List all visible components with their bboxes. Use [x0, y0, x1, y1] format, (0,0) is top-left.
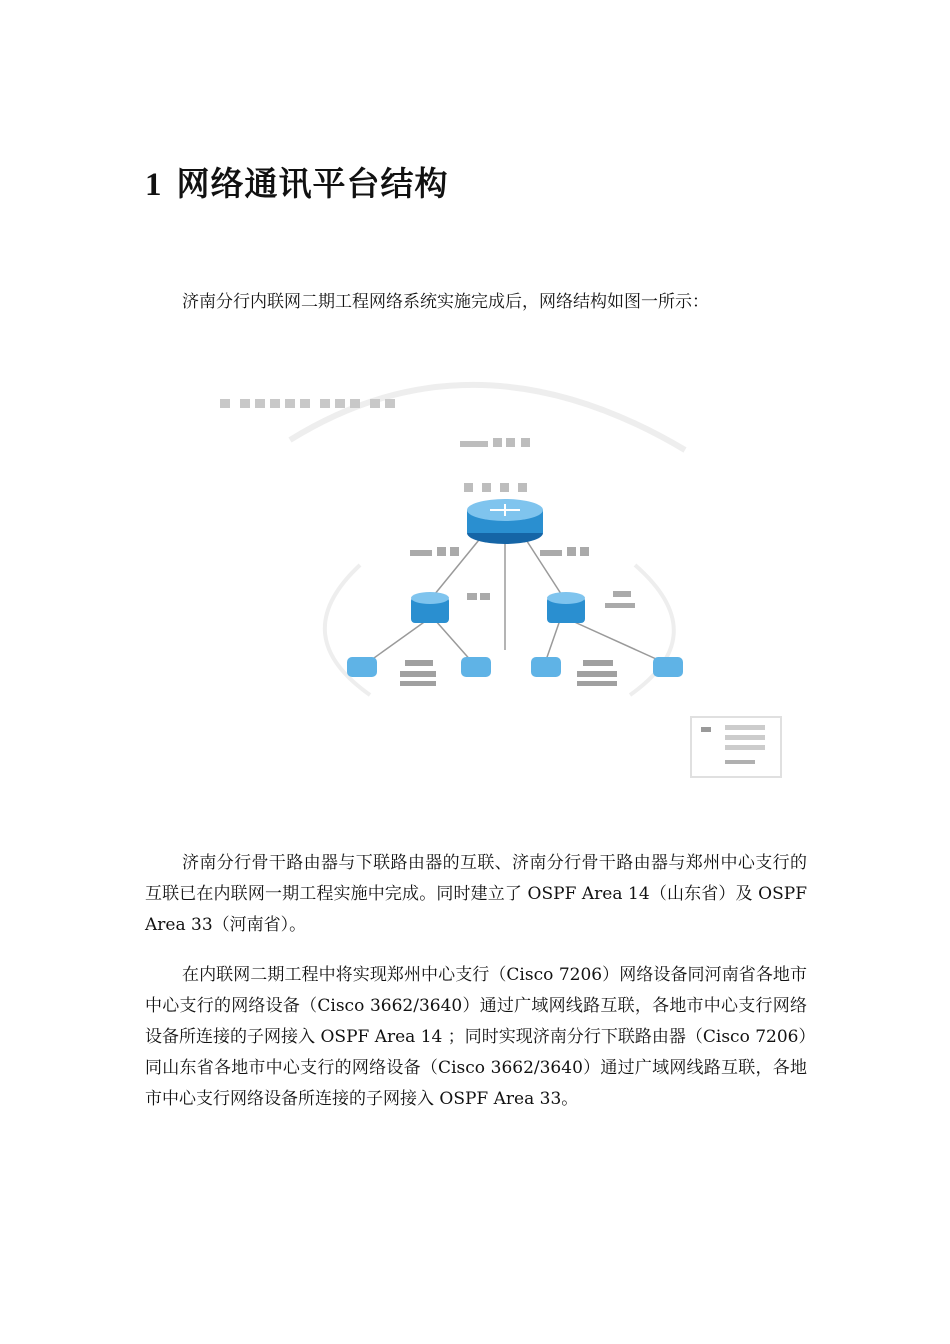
backbone-label — [460, 438, 530, 492]
core-router-icon — [467, 499, 543, 544]
section-heading — [145, 158, 449, 205]
backbone-arc — [290, 385, 685, 450]
router-right-icon — [547, 592, 585, 623]
section-number: 1 — [145, 167, 163, 203]
leaf-labels — [400, 660, 617, 686]
body-paragraph: 济南分行骨干路由器与下联路由器的互联、济南分行骨干路由器与郑州中心支行的互联已在内联网一期工程实施中完成。同时建立了 OSPF Area 14（山东省）及 OSPF Area 33（河南省）。 — [145, 853, 807, 935]
diagram-legend — [691, 717, 781, 777]
body-paragraph: 在内联网二期工程中将实现郑州中心支行（Cisco 7206）网络设备同河南省各地市中心支行的网络设备（Cisco 3662/3640）通过广域网线路互联，各地市中心支行网络设备所连接的子网接入 OSPF Area 14 ；同时实现济南分行下联路由器（Cisco 7206）同山东省各地市中心支行的网络设备（Cisco 3662/3640）通过广域网线路互联，各地市中心支行网络设备所连接的子网接入 OSPF Area 33。 — [145, 965, 807, 1109]
network-diagram-figure — [205, 365, 790, 795]
leaf-router-icons — [347, 657, 683, 677]
router-left-icon — [411, 592, 449, 623]
network-diagram — [205, 365, 790, 795]
intro-paragraph: 济南分行内联网二期工程网络系统实施完成后，网络结构如图一所示： — [182, 292, 709, 312]
section-title: 网络通讯平台结构 — [176, 164, 449, 203]
